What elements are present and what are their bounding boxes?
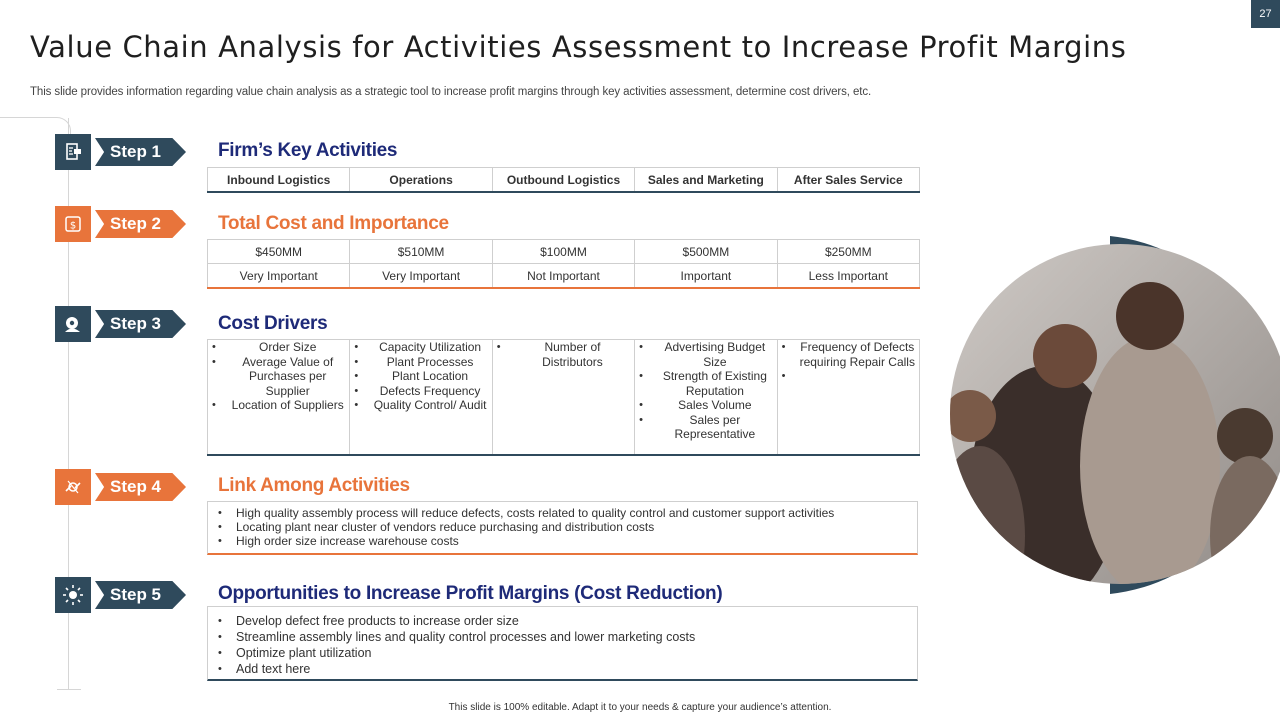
- table-cell: After Sales Service: [777, 168, 919, 193]
- money-icon: [55, 206, 91, 242]
- table-cell: Inbound Logistics: [208, 168, 350, 193]
- timeline-end: [57, 689, 81, 690]
- list-item: • Average Value of Purchases per Supplier: [230, 355, 345, 399]
- bullet-list: [218, 506, 917, 548]
- list-item: • Strength of Existing Reputation: [657, 369, 772, 398]
- svg-text:$: $: [69, 220, 77, 232]
- table-cell: Outbound Logistics: [492, 168, 634, 193]
- bullet-list: [212, 340, 345, 413]
- list-item: • Locating plant near cluster of vendors reduce purchasing and distribution costs: [236, 520, 917, 534]
- step-1-label: Step 1: [110, 142, 162, 161]
- table-cell: Very Important: [208, 264, 350, 289]
- step-5-badge: [55, 577, 186, 613]
- links-box: [207, 501, 918, 555]
- slide-title: Value Chain Analysis for Activities Assessment to Increase Profit Margins: [30, 30, 1127, 64]
- table-cell: Operations: [350, 168, 492, 193]
- list-item: • Streamline assembly lines and quality control processes and lower marketing costs: [236, 629, 917, 645]
- list-item: • Sales Volume: [657, 398, 772, 413]
- step-3-badge: [55, 306, 186, 342]
- list-item: • Plant Location: [372, 369, 487, 384]
- bullet-list: [497, 340, 630, 369]
- slide-subtitle: This slide provides information regarding value chain analysis as a strategic tool to increase profit margins through key activities assessment, determine cost drivers, etc.: [30, 86, 872, 98]
- footer-note: This slide is 100% editable. Adapt it to your needs & capture your audience’s attention.: [448, 702, 832, 713]
- step-3-label: Step 3: [110, 314, 162, 333]
- list-item: • Optimize plant utilization: [236, 645, 917, 661]
- list-item: • High quality assembly process will reduce defects, costs related to quality control and customer support activities: [236, 506, 917, 520]
- step-2-label: Step 2: [110, 214, 162, 233]
- table-cell: $100MM: [492, 240, 634, 264]
- gear-user-icon: [55, 306, 91, 342]
- cost-drivers-table: [207, 339, 920, 456]
- step-1-heading: Firm’s Key Activities: [218, 140, 398, 161]
- list-item: • High order size increase warehouse costs: [236, 534, 917, 548]
- table-cell: [635, 340, 777, 456]
- table-cell: Important: [635, 264, 777, 289]
- list-item: • Capacity Utilization: [372, 340, 487, 355]
- table-cell: $450MM: [208, 240, 350, 264]
- cost-importance-table: [207, 239, 920, 289]
- table-row: [208, 264, 920, 289]
- step-2-heading: Total Cost and Importance: [218, 213, 449, 234]
- table-cell: $250MM: [777, 240, 919, 264]
- bullet-list: [218, 613, 917, 677]
- list-item: • Defects Frequency: [372, 384, 487, 399]
- table-row: [208, 240, 920, 264]
- page-number: 27: [1251, 0, 1280, 28]
- list-item: • Advertising Budget Size: [657, 340, 772, 369]
- sun-icon: [55, 577, 91, 613]
- table-cell: [492, 340, 634, 456]
- link-icon: [55, 469, 91, 505]
- step-4-label: Step 4: [110, 477, 162, 496]
- list-item: • Frequency of Defects requiring Repair Calls: [800, 340, 915, 369]
- table-cell: Very Important: [350, 264, 492, 289]
- table-cell: $510MM: [350, 240, 492, 264]
- table-row: [208, 168, 920, 193]
- clipboard-icon: [55, 134, 91, 170]
- list-item: • Quality Control/ Audit: [372, 398, 487, 413]
- activities-table: [207, 167, 920, 193]
- table-cell: [777, 340, 919, 456]
- table-cell: Sales and Marketing: [635, 168, 777, 193]
- step-4-heading: Link Among Activities: [218, 475, 410, 496]
- table-cell: $500MM: [635, 240, 777, 264]
- step-4-badge: [55, 469, 186, 505]
- step-5-heading: Opportunities to Increase Profit Margins (Cost Reduction): [218, 583, 723, 604]
- table-row: [208, 340, 920, 456]
- table-cell: [350, 340, 492, 456]
- table-cell: Not Important: [492, 264, 634, 289]
- bullet-list: [782, 340, 915, 384]
- bullet-list: [639, 340, 772, 442]
- list-item: • Number of Distributors: [515, 340, 630, 369]
- opportunities-box: [207, 606, 918, 681]
- step-2-badge: [55, 206, 186, 242]
- list-item: [800, 369, 915, 384]
- step-5-label: Step 5: [110, 585, 162, 604]
- table-cell: Less Important: [777, 264, 919, 289]
- list-item: • Sales per Representative: [657, 413, 772, 442]
- step-1-badge: [55, 134, 186, 170]
- step-3-heading: Cost Drivers: [218, 313, 328, 334]
- team-photo: [950, 236, 1280, 594]
- list-item: • Plant Processes: [372, 355, 487, 370]
- list-item: • Add text here: [236, 661, 917, 677]
- list-item: • Order Size: [230, 340, 345, 355]
- list-item: • Develop defect free products to increase order size: [236, 613, 917, 629]
- list-item: • Location of Suppliers: [230, 398, 345, 413]
- table-cell: [208, 340, 350, 456]
- bullet-list: [354, 340, 487, 413]
